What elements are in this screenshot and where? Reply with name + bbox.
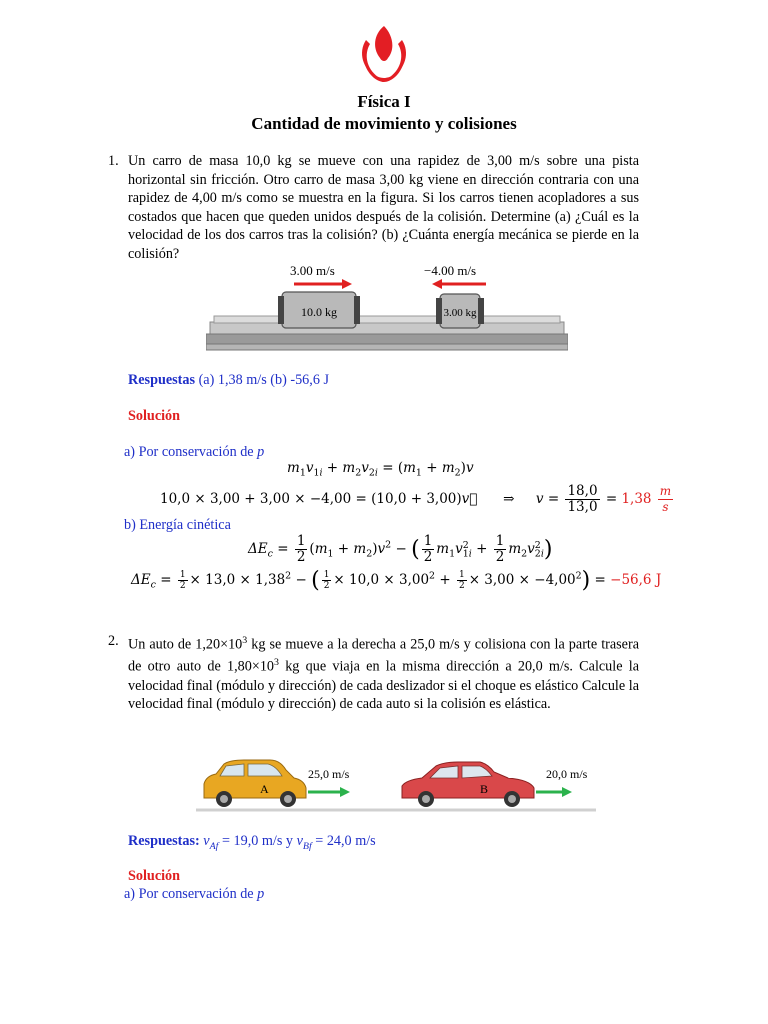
energy-substitution: $\Delta E_c$ = $\frac{1}{2}$ × $13,0 \times 1,38^2$ − ( $\frac{1}{2}$ × $10,0 \times 3,00^2$ + $\frac{1}{2}$ × $3,00 \times -4,00^2) = -56,6$ J — [131, 568, 662, 593]
answers-2-label: Respuestas: — [128, 833, 200, 849]
problem-1-number: 1. — [108, 153, 119, 169]
car-b-speed: 20,0 m/s — [546, 767, 588, 781]
result-unit-den: s — [662, 500, 669, 514]
part-1a-heading — [124, 443, 264, 462]
cart2-velocity-label: −4.00 m/s — [424, 263, 477, 278]
part-2a-var: p — [257, 886, 265, 902]
cart-1-mass: 10.0 kg — [301, 305, 337, 319]
logo-base — [364, 62, 404, 82]
cart1-velocity-label: 3.00 m/s — [290, 263, 335, 278]
upc-logo — [352, 22, 416, 84]
result-energy: −56,6 J — [610, 572, 662, 588]
part-2a-heading — [124, 885, 264, 904]
result-unit-num: m — [659, 484, 672, 498]
momentum-substitution: 10,0 × 3,00 + 3,00 × −4,00 = (10,0 + 3,00)v⃗ ⇒ v = $\frac{18,0}{13,0}$ = 1,38 $\frac{m}{s}$ — [160, 483, 672, 515]
momentum-equation: $m_1v_{1i} + m_2v_{2i} = (m_1 + m_2)v$ — [287, 460, 474, 479]
part-1a-var: p — [257, 444, 265, 460]
car-a-label: A — [260, 782, 269, 796]
carts-track-figure — [206, 260, 568, 354]
result-velocity: 1,38 — [621, 491, 652, 507]
problem-1-text: Un carro de masa 10,0 kg se mueve con una rapidez de 3,00 m/s sobre una pista horizontal sin fricción. Otro carro de masa 3,00 kg viene en dirección contraria con una rapidez de 4,00 m/s como se muestra en la figura. Si los carros tienen acopladores a sus costados que hacen que queden unidos después de la colisión. Determine (a) ¿Cuál es la velocidad de los dos carros tras la colisión? (b) ¿Cuánta energía mecánica se pierde en la colisión? — [128, 153, 639, 262]
page-subtitle: Cantidad de movimiento y colisiones — [251, 114, 517, 133]
problem-2-text: Un auto de $1,20\times 10^3$ kg se mueve a la derecha a 25,0 m/s y colisiona con la parte trasera de otro auto de $1,80\times 10^3$ kg que viaja en la misma dirección a 20,0 m/s. Calcule la velocidad final (módulo y dirección) de cada deslizador si el choque es elástico Calcule la velocidad final (módulo y dirección) de cada auto si la colisión es elástica. — [128, 635, 639, 713]
page-title: Física I — [357, 92, 411, 111]
answers-2-vbf: = 24,0 m/s — [311, 833, 376, 849]
cart-2-mass: 3.00 kg — [443, 307, 477, 319]
logo-flame-center — [375, 26, 392, 61]
cars-figure — [196, 756, 596, 814]
part-1a-label: a) Por conservación de — [124, 444, 258, 460]
answers-1-values: (a) 1,38 m/s (b) -56,6 J — [198, 372, 329, 388]
problem-2-number: 2. — [108, 633, 119, 649]
solution-2-label: Solución — [128, 868, 181, 884]
energy-equation: $\Delta E_c$ = $\frac{1}{2}$ $(m_1 + m_2)v^2$ − ( $\frac{1}{2}$ $m_1v^2_{1i}$ + $\frac{1}{2}$ $m_2v^2_{2i}$) — [248, 533, 553, 565]
car-a-speed: 25,0 m/s — [308, 767, 350, 781]
answers-1 — [128, 371, 329, 390]
answers-1-label: Respuestas — [128, 372, 196, 388]
car-b-label: B — [480, 782, 489, 796]
part-1b-heading: b) Energía cinética — [124, 517, 231, 533]
answers-2: Respuestas: $v_{Af} = 19,0$ m/s y $v_{Bf} = 24,0$ m/s — [128, 833, 376, 852]
solution-1-label: Solución — [128, 408, 181, 424]
answers-2-vaf: = 19,0 m/s y — [218, 833, 297, 849]
part-2a-label: a) Por conservación de — [124, 886, 258, 902]
